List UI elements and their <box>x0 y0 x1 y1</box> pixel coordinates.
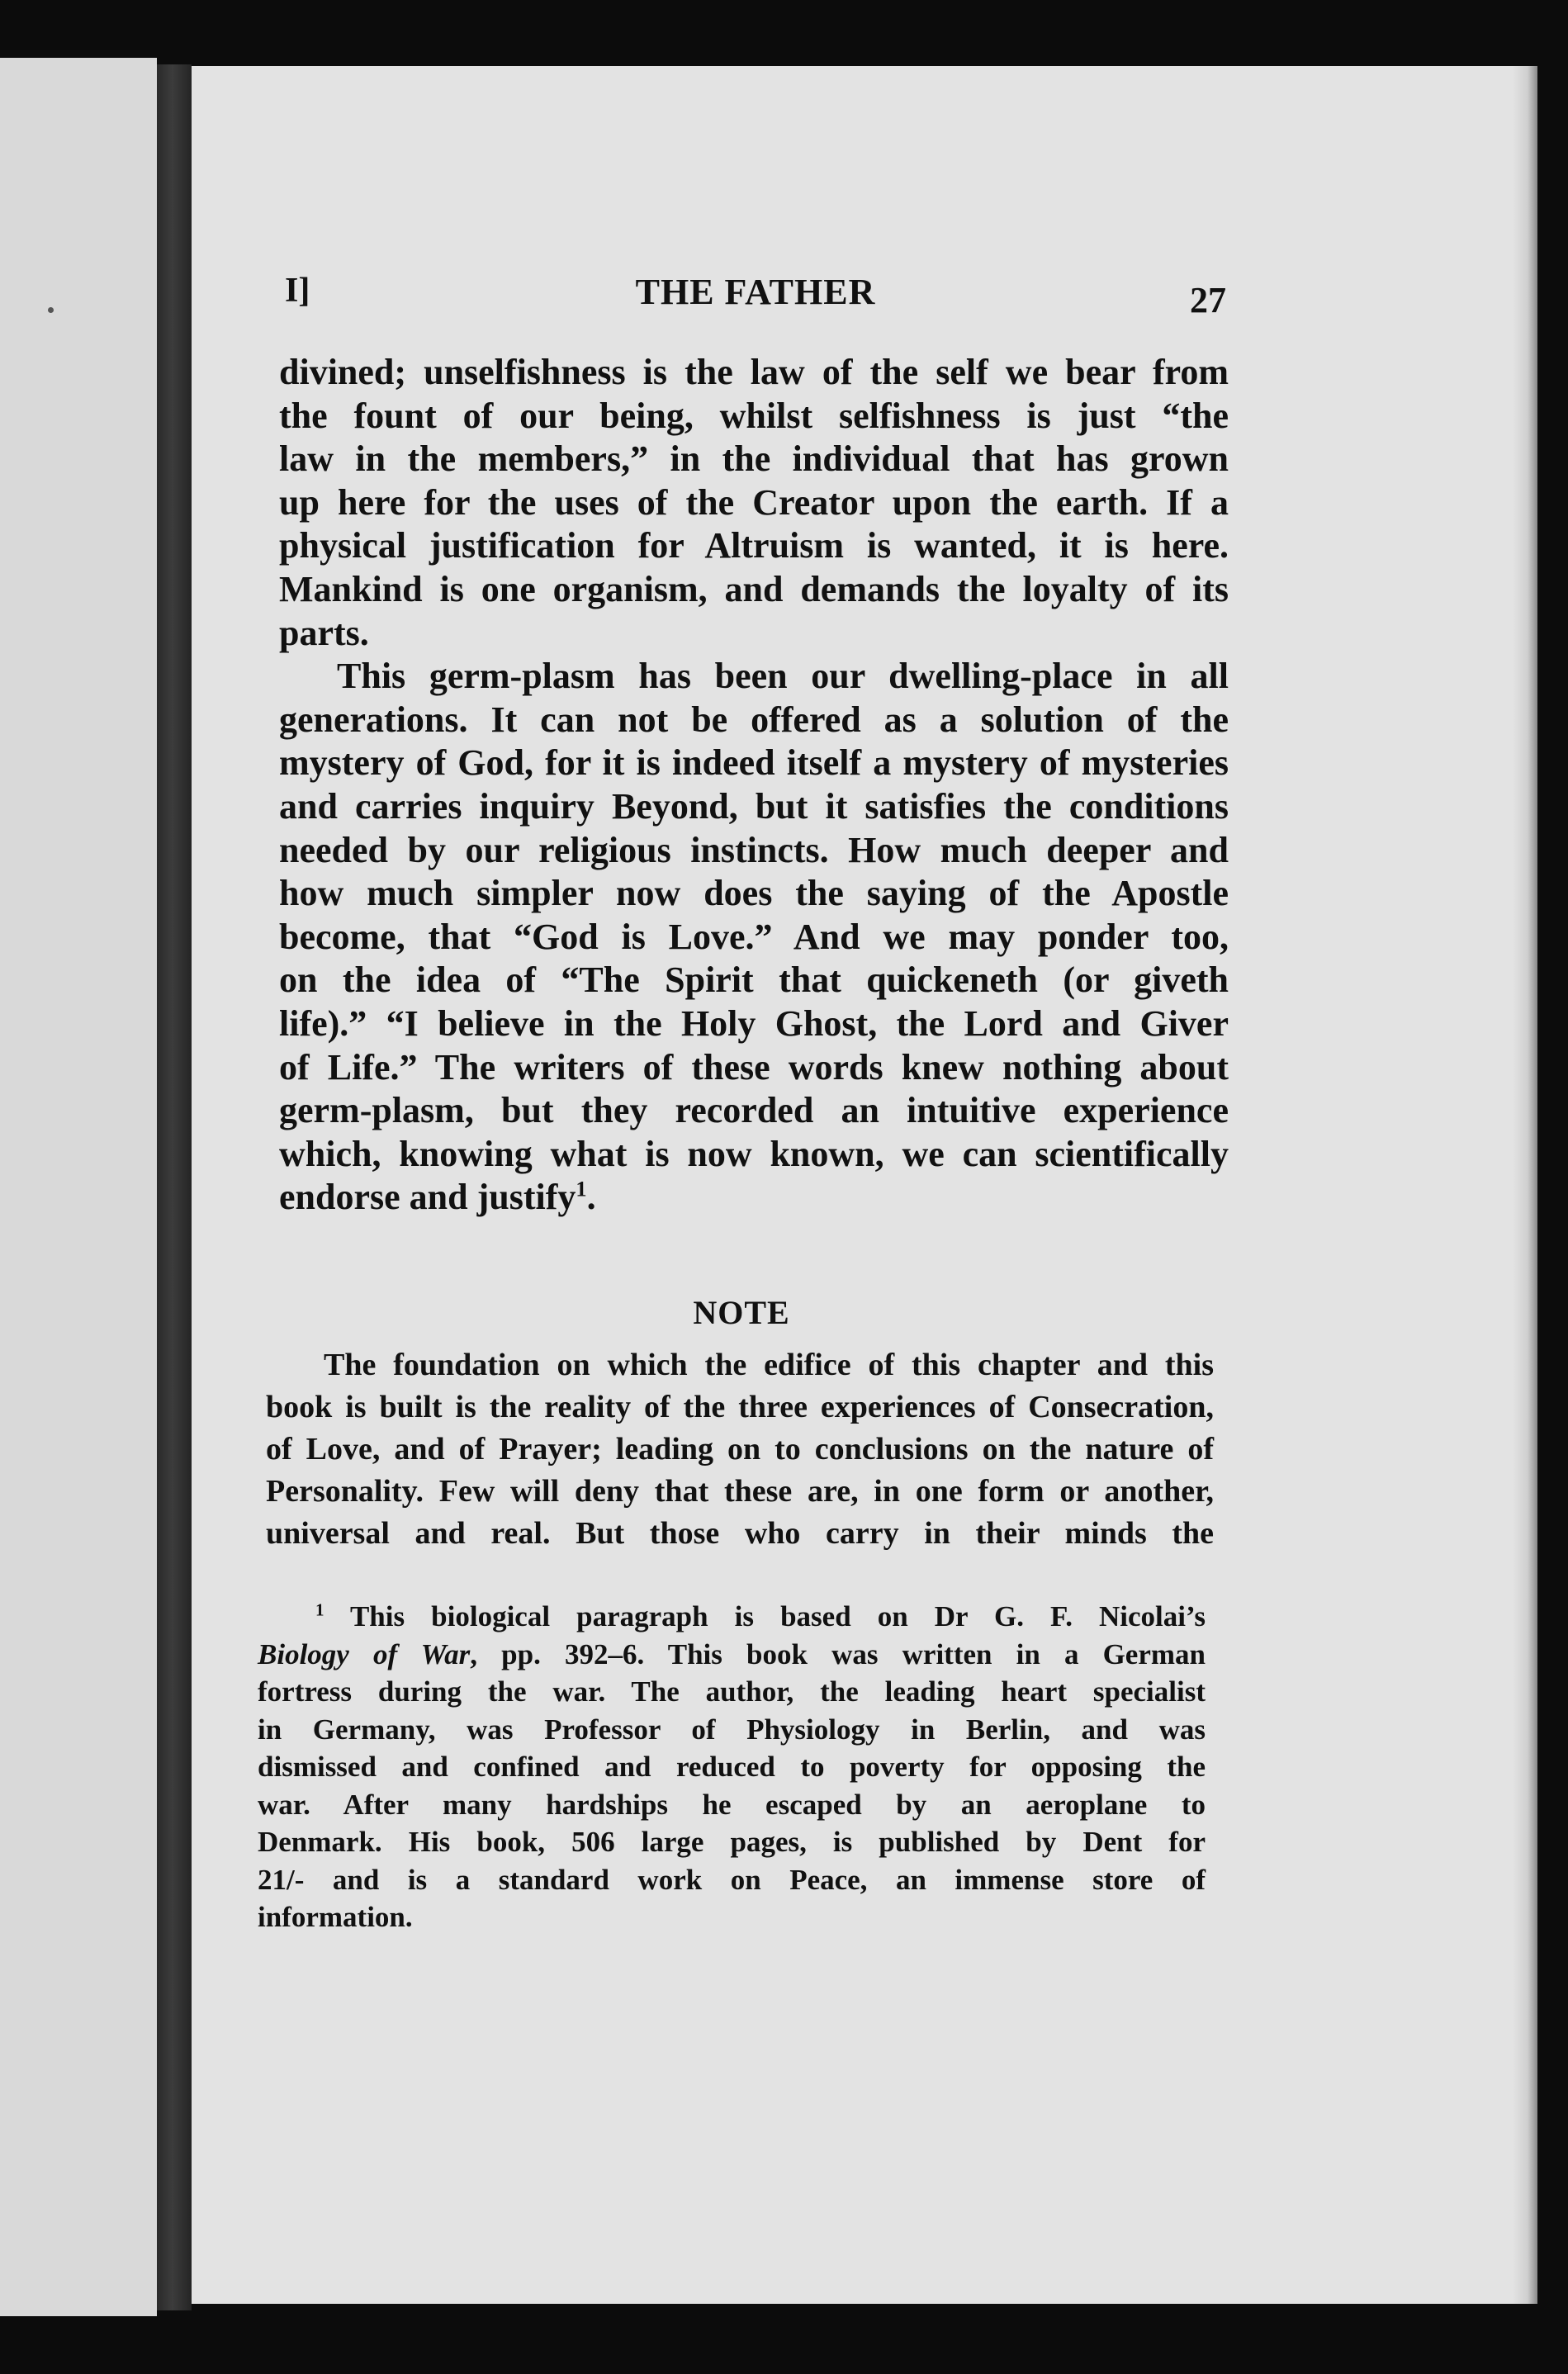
text-line: generations. It can not be offered as a solution of the <box>279 699 1229 740</box>
text-line: germ-plasm, but they recorded an intuitive experience <box>279 1090 1229 1131</box>
footnote-reference: 1 <box>576 1176 587 1201</box>
text-line: needed by our religious instincts. How much deeper and <box>279 829 1229 870</box>
text-line: This germ-plasm has been our dwelling-place in all <box>337 656 1229 697</box>
footnote-line: information. <box>258 1901 413 1933</box>
footnote-line: Denmark. His book, 506 large pages, is published by Dent for <box>258 1826 1206 1858</box>
page-right-edge <box>1513 66 1537 2304</box>
note-line: Personality. Few will deny that these are, in one form or another, <box>266 1474 1214 1509</box>
text-line: which, knowing what is now known, we can scientifically <box>279 1133 1229 1174</box>
book-gutter <box>157 64 192 2310</box>
footnote-line: 21/- and is a standard work on Peace, an immense store of <box>258 1863 1206 1896</box>
text-line: become, that “God is Love.” And we may ponder too, <box>279 916 1229 957</box>
footnote-line-text: This biological paragraph is based on Dr G. F. Nicolai’s <box>349 1600 1206 1632</box>
page-speck <box>48 307 54 313</box>
text-line: Mankind is one organism, and demands the loyalty of its <box>279 568 1229 609</box>
page-number: 27 <box>1190 280 1226 320</box>
text-line-content: endorse and justify <box>279 1177 576 1218</box>
facing-page-edge <box>0 58 157 2316</box>
footnote-line: dismissed and confined and reduced to poverty for opposing the <box>258 1751 1206 1783</box>
footnote-line: war. After many hardships he escaped by an aeroplane to <box>258 1788 1206 1821</box>
footnote-line: in Germany, was Professor of Physiology in Berlin, and was <box>258 1713 1206 1746</box>
final-punctuation: . <box>586 1177 596 1218</box>
note-heading: NOTE <box>693 1294 790 1331</box>
note-line: universal and real. But those who carry in their minds the <box>266 1516 1214 1551</box>
footnote-line: fortress during the war. The author, the leading heart specialist <box>258 1675 1206 1708</box>
text-line: law in the members,” in the individual that has grown <box>279 438 1229 480</box>
footnote-line-text: , pp. 392–6. This book was written in a German <box>470 1637 1206 1670</box>
footnote-marker: 1 <box>315 1599 324 1620</box>
text-line: up here for the uses of the Creator upon the earth. If a <box>279 481 1229 523</box>
text-line: and carries inquiry Beyond, but it satisfies the conditions <box>279 785 1229 827</box>
text-line: the fount of our being, whilst selfishness is just “the <box>279 395 1229 436</box>
footnote-line <box>258 1598 1206 1636</box>
text-line: parts. <box>279 612 369 653</box>
text-line: on the idea of “The Spirit that quickeneth (or giveth <box>279 960 1229 1001</box>
footnote <box>258 1598 1206 1936</box>
footnote-line <box>258 1636 1206 1674</box>
note-line: The foundation on which the edifice of this chapter and this <box>324 1348 1214 1382</box>
main-text <box>279 351 1229 1220</box>
text-line: divined; unselfishness is the law of the self we bear from <box>279 352 1229 392</box>
note-text <box>266 1344 1214 1555</box>
chapter-number: I] <box>285 272 310 310</box>
running-title: THE FATHER <box>635 272 876 312</box>
text-line-final <box>279 1176 1229 1220</box>
note-line: of Love, and of Prayer; leading on to conclusions on the nature of <box>266 1432 1214 1467</box>
running-header <box>285 271 1226 329</box>
text-line: mystery of God, for it is indeed itself a mystery of mysteries <box>279 742 1229 784</box>
text-line: physical justification for Altruism is wanted, it is here. <box>279 525 1229 566</box>
footnote-book-title: Biology of War <box>258 1637 471 1670</box>
note-line: book is built is the reality of the three experiences of Consecration, <box>266 1390 1214 1424</box>
text-line: life).” “I believe in the Holy Ghost, the Lord and Giver <box>279 1002 1229 1044</box>
text-line: of Life.” The writers of these words knew nothing about <box>279 1046 1229 1087</box>
text-line: how much simpler now does the saying of the Apostle <box>279 873 1229 914</box>
